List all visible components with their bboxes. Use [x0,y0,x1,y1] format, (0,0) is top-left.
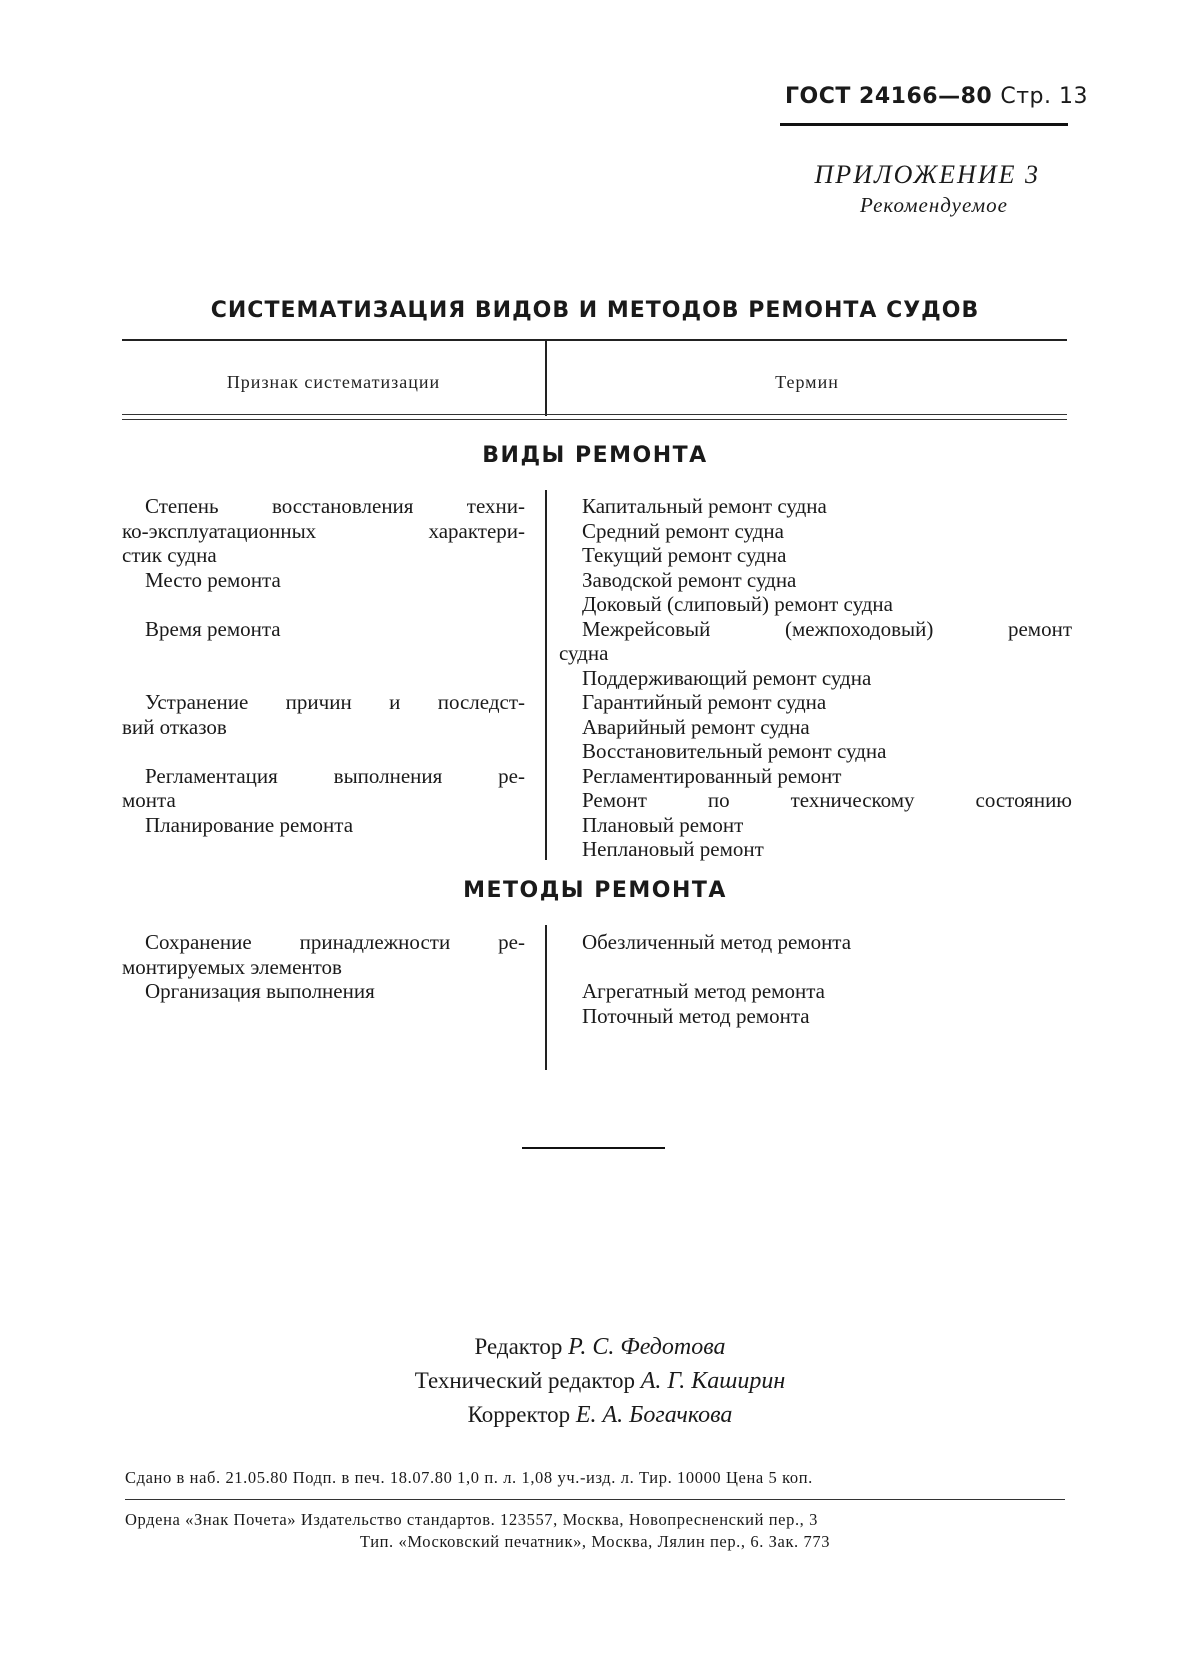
section1-criteria [122,494,525,837]
header-double-rule-2 [122,419,1067,420]
imprint-rule [125,1499,1065,1500]
credit-proofreader: Корректор Е. А. Богачкова [467,1402,733,1428]
document-title: СИСТЕМАТИЗАЦИЯ ВИДОВ И МЕТОДОВ РЕМОНТА СУДОВ [210,298,980,323]
term-line: Ремонт по техническому состоянию [582,788,1072,812]
criterion-line: ко-эксплуатационных характери- [122,518,525,543]
column-header-criterion: Признак систематизации [226,372,441,392]
appendix-subtitle: Рекомендуемое [860,193,1008,217]
term-line: Доковый (слиповый) ремонт судна [582,592,893,616]
section1-column-divider [545,490,547,860]
criterion-line [145,739,525,764]
term-line: Неплановый ремонт [582,837,764,861]
term-line: Плановый ремонт [582,812,744,837]
page-number: Стр. 13 [1000,84,1088,109]
criterion-line: Время ремонта [145,616,281,641]
term-line: Поддерживающий ремонт судна [582,665,872,690]
section2-column-divider [545,925,547,1070]
term-line [582,955,1072,980]
criterion-line: Регламентация выполнения ре- [145,763,525,788]
standard-code: ГОСТ 24166—80 [785,84,993,109]
credits [120,1330,1080,1432]
term-line: Заводской ремонт судна [582,567,797,592]
term-line: Поточный метод ремонта [582,1003,810,1028]
term-line: Обезличенный метод ремонта [582,930,852,954]
criterion-line: Сохранение принадлежности ре- [145,930,525,954]
section1-terms [559,494,1072,862]
imprint-print-data: Сдано в наб. 21.05.80 Подп. в печ. 18.07.80 1,0 п. л. 1,08 уч.-изд. л. Тир. 10000 Цена 5 коп. [125,1468,813,1487]
term-line: судна [559,641,609,665]
section-title-repair-methods: МЕТОДЫ РЕМОНТА [463,878,727,903]
end-of-appendix-rule [522,1147,665,1149]
term-line: Аварийный ремонт судна [582,714,810,739]
criterion-line: вий отказов [122,714,227,739]
criterion-line: Планирование ремонта [145,812,354,837]
term-line: Средний ремонт судна [582,518,784,543]
term-line: Текущий ремонт судна [582,543,787,567]
page-header [785,84,1088,109]
term-line: Гарантийный ремонт судна [582,690,827,714]
header-double-rule-1 [122,414,1067,415]
section2-criteria [122,930,525,1004]
imprint-publisher: Ордена «Знак Почета» Издательство стандартов. 123557, Москва, Новопресненский пер., 3 [125,1510,818,1529]
criterion-line: Место ремонта [145,567,281,592]
section2-terms [582,930,1072,1028]
criterion-line: монтируемых элементов [122,954,342,979]
appendix-title: ПРИЛОЖЕНИЕ 3 [814,160,1040,189]
criterion-line [145,592,525,617]
section-title-repair-types: ВИДЫ РЕМОНТА [482,443,708,468]
credit-technical-editor: Технический редактор А. Г. Каширин [414,1368,786,1394]
term-line: Агрегатный метод ремонта [582,979,825,1003]
imprint-printing-house: Тип. «Московский печатник», Москва, Лялин пер., 6. Зак. 773 [359,1532,831,1551]
header-rule [780,123,1068,126]
column-header-term: Термин [775,372,839,392]
term-line: Межрейсовый (межпоходовый) ремонт [582,616,1072,641]
credit-editor: Редактор Р. С. Федотова [474,1334,726,1360]
criterion-line: Организация выполнения [145,979,375,1003]
term-line: Капитальный ремонт судна [582,494,827,518]
criterion-line: стик судна [122,543,217,567]
table-top-rule [122,339,1067,341]
criterion-line: монта [122,788,176,812]
term-line: Регламентированный ремонт [582,763,842,788]
criterion-line: Степень восстановления техни- [145,494,525,518]
criterion-line [145,641,525,666]
term-line: Восстановительный ремонт судна [582,739,887,763]
criterion-line [145,666,525,691]
criterion-line: Устранение причин и последст- [145,690,525,714]
